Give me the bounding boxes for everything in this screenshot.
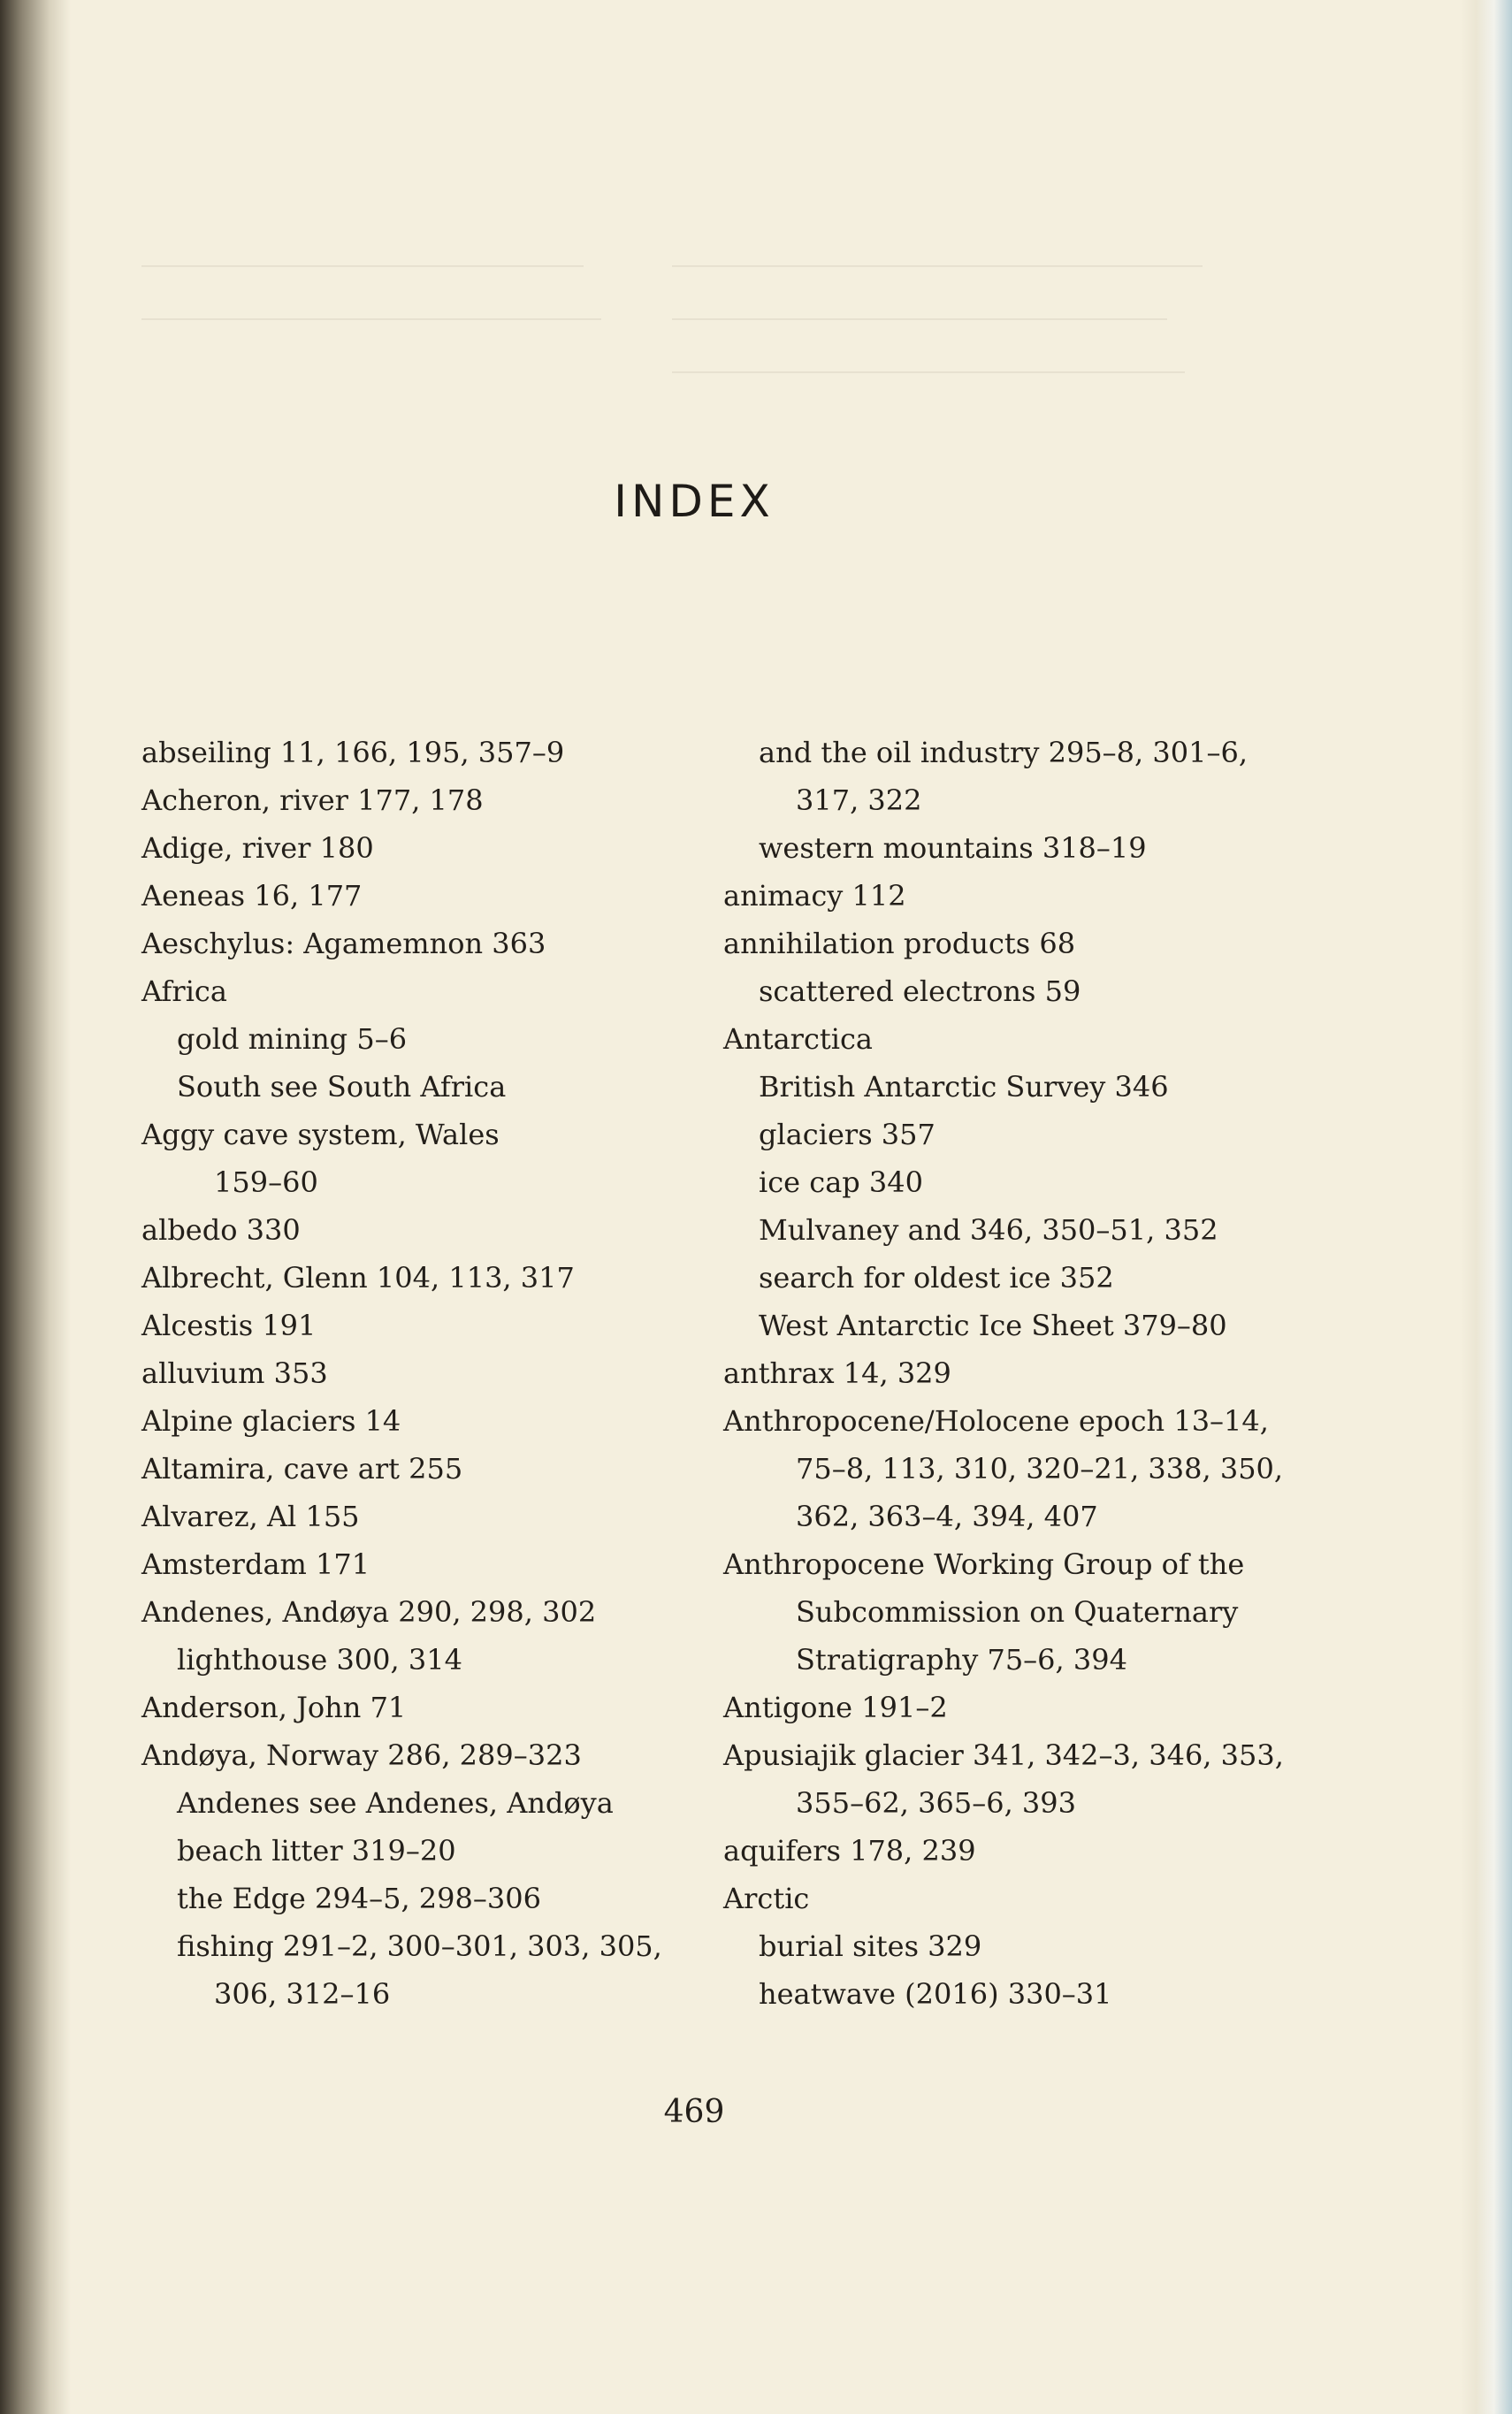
index-entry: Africa — [141, 974, 227, 1008]
index-entry: Alcestis 191 — [141, 1309, 317, 1342]
index-subentry: ice cap 340 — [759, 1165, 923, 1199]
index-entry: Andøya, Norway 286, 289–323 — [141, 1738, 582, 1772]
index-entry: Arctic — [723, 1882, 810, 1915]
index-entry: Anthropocene/Holocene epoch 13–14, — [723, 1404, 1269, 1438]
index-subentry: beach litter 319–20 — [177, 1834, 456, 1868]
index-subentry: glaciers 357 — [759, 1118, 935, 1151]
index-subentry: South see South Africa — [177, 1070, 507, 1104]
index-entry: Adige, river 180 — [141, 831, 374, 865]
index-subentry: scattered electrons 59 — [759, 974, 1081, 1008]
index-entry: Andenes, Andøya 290, 298, 302 — [141, 1595, 597, 1629]
index-subentry: heatwave (2016) 330–31 — [759, 1977, 1112, 2011]
index-subentry: Subcommission on Quaternary — [796, 1595, 1239, 1629]
index-subentry: 355–62, 365–6, 393 — [796, 1786, 1076, 1820]
show-through-line — [672, 318, 1167, 320]
show-through-line — [141, 265, 584, 267]
index-subentry: fishing 291–2, 300–301, 303, 305, — [177, 1929, 662, 1963]
index-entry: Alpine glaciers 14 — [141, 1404, 401, 1438]
index-subentry: gold mining 5–6 — [177, 1022, 408, 1056]
index-subentry: 75–8, 113, 310, 320–21, 338, 350, — [796, 1452, 1284, 1486]
index-entry: Alvarez, Al 155 — [141, 1500, 360, 1533]
index-entry: albedo 330 — [141, 1213, 301, 1247]
index-subentry: Andenes see Andenes, Andøya — [177, 1786, 614, 1820]
index-subentry: western mountains 318–19 — [759, 831, 1147, 865]
index-subentry: 306, 312–16 — [214, 1977, 391, 2011]
show-through-line — [141, 318, 601, 320]
index-subentry: search for oldest ice 352 — [759, 1261, 1114, 1295]
index-column-left — [141, 729, 707, 2018]
index-subentry: lighthouse 300, 314 — [177, 1643, 462, 1677]
index-subentry: 317, 322 — [796, 783, 922, 817]
page-number: 469 — [663, 2094, 725, 2130]
index-subentry: West Antarctic Ice Sheet 379–80 — [759, 1309, 1227, 1342]
index-subentry: 362, 363–4, 394, 407 — [796, 1500, 1098, 1533]
index-subentry: Mulvaney and 346, 350–51, 352 — [759, 1213, 1218, 1247]
index-entry: alluvium 353 — [141, 1356, 328, 1390]
index-entry: Antarctica — [723, 1022, 873, 1056]
index-subentry: British Antarctic Survey 346 — [759, 1070, 1169, 1104]
index-entry: Altamira, cave art 255 — [141, 1452, 463, 1486]
index-entry: Anthropocene Working Group of the — [723, 1547, 1245, 1581]
index-subentry: Stratigraphy 75–6, 394 — [796, 1643, 1127, 1677]
index-entry: abseiling 11, 166, 195, 357–9 — [141, 736, 565, 769]
index-entry: Apusiajik glacier 341, 342–3, 346, 353, — [723, 1738, 1284, 1772]
show-through-line — [672, 371, 1185, 373]
page-title: INDEX — [614, 476, 775, 527]
index-subentry: and the oil industry 295–8, 301–6, — [759, 736, 1248, 769]
index-entry: Anderson, John 71 — [141, 1691, 407, 1724]
index-entry: Aggy cave system, Wales — [141, 1118, 500, 1151]
index-subentry: burial sites 329 — [759, 1929, 982, 1963]
show-through-line — [672, 265, 1203, 267]
index-entry: Acheron, river 177, 178 — [141, 783, 484, 817]
index-column-right — [723, 729, 1284, 2018]
index-entry: aquifers 178, 239 — [723, 1834, 976, 1868]
page-edge — [1461, 0, 1512, 2414]
index-entry: Albrecht, Glenn 104, 113, 317 — [141, 1261, 575, 1295]
index-entry: Antigone 191–2 — [723, 1691, 948, 1724]
index-entry: Aeneas 16, 177 — [141, 879, 363, 913]
index-entry: annihilation products 68 — [723, 927, 1076, 960]
index-subentry: 159–60 — [214, 1165, 318, 1199]
index-entry: Amsterdam 171 — [141, 1547, 370, 1581]
index-entry: anthrax 14, 329 — [723, 1356, 951, 1390]
spine-shadow — [0, 0, 71, 2414]
index-entry: Aeschylus: Agamemnon 363 — [141, 927, 546, 960]
index-entry: animacy 112 — [723, 879, 906, 913]
index-subentry: the Edge 294–5, 298–306 — [177, 1882, 541, 1915]
